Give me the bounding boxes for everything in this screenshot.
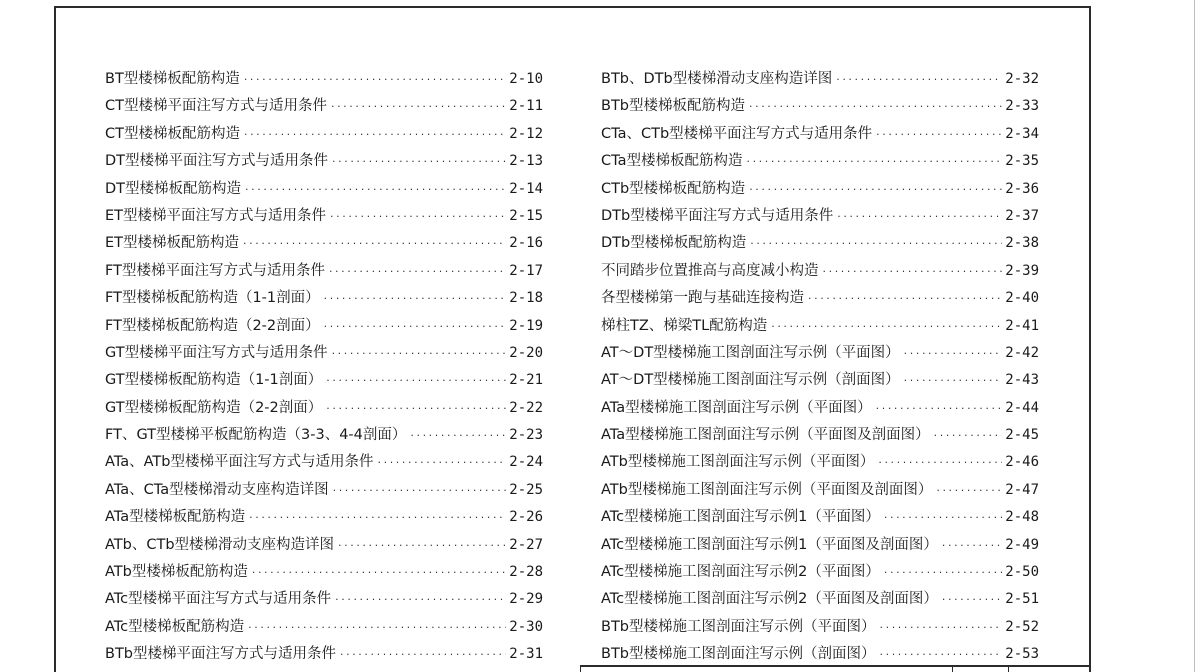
toc-entry[interactable] (601, 586, 1039, 613)
toc-leader-dots (332, 148, 506, 175)
toc-entry-title: GT型楼梯平面注写方式与适用条件 (105, 344, 328, 361)
toc-entry-page: 2-10 (509, 71, 543, 87)
toc-entry-page: 2-35 (1005, 153, 1039, 170)
toc-leader-dots (326, 367, 506, 394)
toc-entry-page: 2-14 (509, 180, 543, 197)
toc-entry-page: 2-47 (1005, 481, 1039, 498)
toc-entry-page: 2-16 (509, 235, 543, 252)
toc-leader-dots (750, 230, 1002, 257)
toc-entry-title: ATc型楼梯施工图剖面注写示例1（平面图及剖面图） (601, 536, 938, 553)
toc-entry-title: ATa型楼梯施工图剖面注写示例（平面图） (601, 399, 872, 416)
toc-entry-page: 2-18 (509, 290, 543, 307)
toc-entry-title: ATb型楼梯板配筋构造 (105, 564, 248, 581)
toc-entry-title: ATc型楼梯平面注写方式与适用条件 (105, 591, 332, 608)
toc-entry-title: ATc型楼梯板配筋构造 (105, 618, 245, 635)
toc-leader-dots (340, 641, 506, 668)
toc-entry-page: 2-22 (509, 399, 543, 416)
toc-entry-title: FT型楼梯板配筋构造（1-1剖面） (105, 290, 320, 307)
toc-leader-dots (335, 586, 506, 613)
toc-leader-dots (904, 340, 1003, 367)
toc-leader-dots (249, 504, 506, 531)
toc-entry-title: DT型楼梯板配筋构造 (105, 180, 242, 197)
toc-entry[interactable] (601, 367, 1039, 394)
toc-entry-title: ET型楼梯板配筋构造 (105, 235, 240, 252)
toc-entry[interactable] (105, 66, 543, 93)
toc-entry[interactable] (601, 422, 1039, 449)
toc-leader-dots (876, 121, 1002, 148)
toc-entry-page: 2-19 (509, 317, 543, 334)
toc-entry-title: CT型楼梯板配筋构造 (105, 125, 240, 142)
toc-entry-title: BTb型楼梯施工图剖面注写示例（平面图） (601, 618, 876, 635)
toc-leader-dots (245, 176, 506, 203)
toc-entry-title: ATc型楼梯施工图剖面注写示例2（平面图及剖面图） (601, 591, 938, 608)
toc-entry[interactable] (105, 148, 543, 175)
toc-entry-title: ATa型楼梯施工图剖面注写示例（平面图及剖面图） (601, 427, 930, 444)
toc-entry[interactable] (601, 230, 1039, 257)
toc-entry-page: 2-49 (1005, 536, 1039, 553)
toc-left-column (105, 66, 543, 669)
toc-entry[interactable] (105, 532, 543, 559)
toc-entry[interactable] (105, 559, 543, 586)
toc-entry[interactable] (105, 340, 543, 367)
toc-entry[interactable] (601, 66, 1039, 93)
toc-entry-page: 2-17 (509, 262, 543, 279)
toc-entry-page: 2-37 (1005, 207, 1039, 224)
toc-leader-dots (749, 93, 1002, 120)
toc-entry[interactable] (105, 203, 543, 230)
toc-leader-dots (942, 532, 1002, 559)
toc-entry[interactable] (105, 313, 543, 340)
toc-entry[interactable] (105, 285, 543, 312)
toc-entry[interactable] (601, 148, 1039, 175)
toc-entry[interactable] (105, 422, 543, 449)
toc-leader-dots (329, 258, 506, 285)
toc-entry-title: AT～DT型楼梯施工图剖面注写示例（平面图） (601, 344, 900, 361)
toc-leader-dots (808, 285, 1002, 312)
toc-entry[interactable] (105, 176, 543, 203)
toc-entry-page: 2-51 (1005, 591, 1039, 608)
toc-entry-title: BTb型楼梯平面注写方式与适用条件 (105, 646, 337, 663)
toc-entry[interactable] (601, 641, 1039, 668)
toc-entry-title: CT型楼梯平面注写方式与适用条件 (105, 98, 327, 115)
toc-leader-dots (746, 148, 1002, 175)
toc-entry[interactable] (601, 395, 1039, 422)
toc-entry-title: BTb型楼梯板配筋构造 (601, 98, 746, 115)
toc-entry[interactable] (601, 176, 1039, 203)
toc-entry-page: 2-36 (1005, 180, 1039, 197)
toc-leader-dots (378, 449, 507, 476)
toc-entry-title: BT型楼梯板配筋构造 (105, 71, 240, 87)
toc-entry-title: FT型楼梯平面注写方式与适用条件 (105, 262, 325, 279)
toc-entry[interactable] (601, 504, 1039, 531)
toc-entry-title: ATa、ATb型楼梯平面注写方式与适用条件 (105, 454, 374, 471)
page-edge-line (1194, 0, 1195, 672)
toc-entry[interactable] (105, 121, 543, 148)
toc-leader-dots (326, 395, 506, 422)
toc-leader-dots (244, 66, 506, 93)
toc-entry-page: 2-23 (509, 427, 543, 444)
toc-entry-page: 2-48 (1005, 509, 1039, 526)
toc-entry-page: 2-24 (509, 454, 543, 471)
toc-leader-dots (884, 559, 1002, 586)
toc-entry-title: ATb型楼梯施工图剖面注写示例（平面图及剖面图） (601, 481, 933, 498)
toc-entry-title: CTa型楼梯板配筋构造 (601, 153, 743, 170)
toc-leader-dots (771, 313, 1002, 340)
toc-leader-dots (252, 559, 506, 586)
toc-entry-title: GT型楼梯板配筋构造（2-2剖面） (105, 399, 323, 416)
toc-entry-title: FT、GT型楼梯平板配筋构造（3-3、4-4剖面） (105, 427, 407, 444)
toc-entry-title: ATa、CTa型楼梯滑动支座构造详图 (105, 481, 329, 498)
toc-entry-title: 各型楼梯第一跑与基础连接构造 (601, 290, 804, 307)
toc-entry-page: 2-43 (1005, 372, 1039, 389)
toc-entry-title: 梯柱TZ、梯梁TL配筋构造 (601, 317, 768, 334)
toc-right-column (601, 66, 1039, 669)
toc-entry-page: 2-30 (509, 618, 543, 635)
toc-leader-dots (878, 449, 1002, 476)
toc-entry[interactable] (601, 313, 1039, 340)
toc-entry-page: 2-26 (509, 509, 543, 526)
toc-entry-page: 2-12 (509, 125, 543, 142)
toc-entry[interactable] (105, 258, 543, 285)
toc-entry-title: CTa、CTb型楼梯平面注写方式与适用条件 (601, 125, 873, 142)
toc-entry-page: 2-20 (509, 344, 543, 361)
toc-entry-page: 2-38 (1005, 235, 1039, 252)
toc-entry-page: 2-44 (1005, 399, 1039, 416)
toc-leader-dots (338, 532, 506, 559)
toc-leader-dots (243, 230, 506, 257)
toc-leader-dots (410, 422, 506, 449)
toc-entry[interactable] (105, 477, 543, 504)
toc-entry-title: GT型楼梯板配筋构造（1-1剖面） (105, 372, 323, 389)
toc-entry[interactable] (601, 285, 1039, 312)
toc-entry-page: 2-13 (509, 153, 543, 170)
toc-leader-dots (876, 395, 1003, 422)
toc-entry-title: DTb型楼梯平面注写方式与适用条件 (601, 207, 834, 224)
toc-entry-title: ATb、CTb型楼梯滑动支座构造详图 (105, 536, 335, 553)
toc-entry[interactable] (105, 93, 543, 120)
toc-entry-title: ATc型楼梯施工图剖面注写示例2（平面图） (601, 564, 880, 581)
toc-entry-page: 2-15 (509, 207, 543, 224)
toc-entry[interactable] (105, 586, 543, 613)
toc-entry-title: AT～DT型楼梯施工图剖面注写示例（剖面图） (601, 372, 900, 389)
toc-entry-title: BTb型楼梯施工图剖面注写示例（剖面图） (601, 646, 876, 663)
toc-entry-page: 2-53 (1005, 646, 1039, 663)
toc-entry[interactable] (105, 641, 543, 668)
toc-entry-page: 2-50 (1005, 564, 1039, 581)
toc-entry-page: 2-21 (509, 372, 543, 389)
toc-entry-page: 2-28 (509, 564, 543, 581)
toc-entry[interactable] (601, 614, 1039, 641)
toc-entry[interactable] (601, 559, 1039, 586)
toc-entry[interactable] (105, 367, 543, 394)
toc-entry-page: 2-33 (1005, 98, 1039, 115)
toc-leader-dots (332, 340, 507, 367)
toc-leader-dots (333, 477, 507, 504)
toc-entry[interactable] (105, 230, 543, 257)
toc-leader-dots (884, 504, 1002, 531)
toc-entry-title: CTb型楼梯板配筋构造 (601, 180, 746, 197)
toc-entry-page: 2-46 (1005, 454, 1039, 471)
toc-entry[interactable] (601, 449, 1039, 476)
toc-entry-title: ATa型楼梯板配筋构造 (105, 509, 246, 526)
toc-entry-title: BTb、DTb型楼梯滑动支座构造详图 (601, 71, 833, 87)
toc-entry[interactable] (105, 614, 543, 641)
toc-entry-page: 2-29 (509, 591, 543, 608)
toc-entry-page: 2-32 (1005, 71, 1039, 87)
toc-entry[interactable] (601, 258, 1039, 285)
toc-entry-title: 不同踏步位置推高与高度减小构造 (601, 262, 819, 279)
toc-entry-page: 2-31 (509, 646, 543, 663)
toc-entry-page: 2-52 (1005, 618, 1039, 635)
toc-leader-dots (836, 66, 1002, 93)
toc-entry-page: 2-42 (1005, 344, 1039, 361)
toc-leader-dots (244, 121, 506, 148)
toc-entry[interactable] (601, 340, 1039, 367)
toc-entry-page: 2-45 (1005, 427, 1039, 444)
toc-leader-dots (936, 477, 1002, 504)
toc-leader-dots (837, 203, 1002, 230)
toc-entry-page: 2-34 (1005, 125, 1039, 142)
toc-entry[interactable] (105, 504, 543, 531)
toc-leader-dots (324, 285, 507, 312)
toc-entry[interactable] (105, 395, 543, 422)
toc-entry[interactable] (601, 203, 1039, 230)
toc-leader-dots (904, 367, 1003, 394)
title-block-divider (580, 665, 581, 672)
toc-leader-dots (880, 614, 1003, 641)
toc-entry-title: ET型楼梯平面注写方式与适用条件 (105, 207, 327, 224)
toc-leader-dots (934, 422, 1003, 449)
toc-entry[interactable] (105, 449, 543, 476)
toc-leader-dots (880, 641, 1003, 668)
toc-leader-dots (331, 93, 506, 120)
toc-entry[interactable] (601, 477, 1039, 504)
toc-entry-title: DTb型楼梯板配筋构造 (601, 235, 747, 252)
toc-entry-page: 2-41 (1005, 317, 1039, 334)
toc-leader-dots (942, 586, 1002, 613)
toc-leader-dots (823, 258, 1003, 285)
toc-entry-title: ATb型楼梯施工图剖面注写示例（平面图） (601, 454, 875, 471)
toc-leader-dots (749, 176, 1002, 203)
toc-entry-title: DT型楼梯平面注写方式与适用条件 (105, 153, 329, 170)
toc-entry[interactable] (601, 532, 1039, 559)
toc-entry[interactable] (601, 93, 1039, 120)
toc-entry-page: 2-40 (1005, 290, 1039, 307)
toc-entry-page: 2-25 (509, 481, 543, 498)
toc-entry-page: 2-11 (509, 98, 543, 115)
toc-entry-title: FT型楼梯板配筋构造（2-2剖面） (105, 317, 320, 334)
toc-leader-dots (248, 614, 506, 641)
toc-entry-page: 2-27 (509, 536, 543, 553)
toc-entry-page: 2-39 (1005, 262, 1039, 279)
toc-entry[interactable] (601, 121, 1039, 148)
toc-entry-title: ATc型楼梯施工图剖面注写示例1（平面图） (601, 509, 880, 526)
toc-leader-dots (324, 313, 507, 340)
toc-leader-dots (330, 203, 506, 230)
